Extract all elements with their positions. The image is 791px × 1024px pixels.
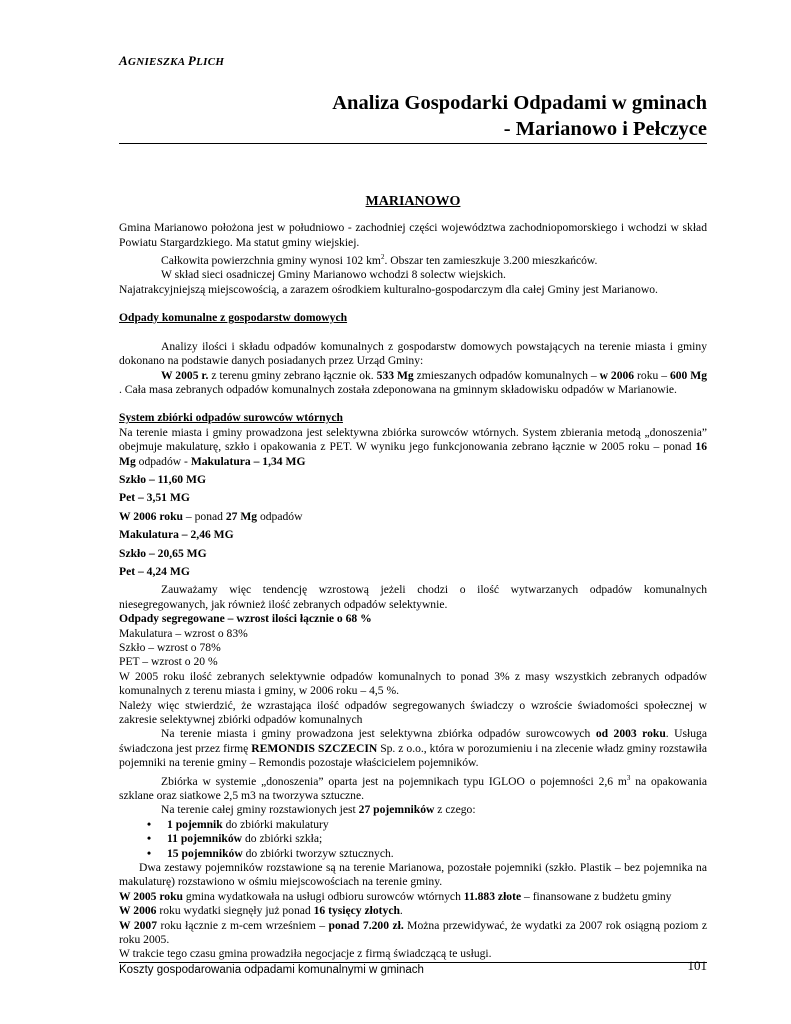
superscript: 2 — [380, 253, 385, 262]
intro-area — [119, 250, 707, 268]
bold-text: 27 Mg — [225, 509, 258, 523]
bold-text: 1 pojemnik — [167, 817, 223, 831]
text: . — [399, 904, 403, 918]
text: z terenu gminy zebrano łącznie ok. — [208, 368, 377, 382]
intro-paragraph: Gmina Marianowo położona jest w południowo - zachodniej części województwa zachodniopomorskiego i wchodzi w skład Powiatu Stargardzkiego. Ma statut gminy wiejskiej. — [119, 221, 707, 249]
text: Na terenie miasta i gminy prowadzona jest selektywna zbiórka odpadów surowcowych — [161, 727, 596, 741]
text: – finansowane z budżetu gminy — [521, 889, 672, 903]
title-line-2: - Marianowo i Pełczyce — [503, 118, 707, 140]
igloo-paragraph — [119, 771, 707, 804]
text: Całkowita powierzchnia gminy wynosi 102 km — [161, 254, 381, 268]
containers-list — [119, 818, 707, 861]
text: roku łącznie z m-cem wrześniem – — [157, 918, 329, 932]
text: do zbiórki tworzyw sztucznych. — [242, 846, 394, 860]
amount-2005-pet: Pet – 3,51 MG — [119, 491, 190, 505]
bold-text: 600 Mg — [669, 368, 707, 382]
intro-settlements: W skład sieci osadniczej Gminy Marianowo wchodzi 8 solectw wiejskich. — [161, 268, 506, 282]
text: do zbiórki szkła; — [242, 832, 323, 846]
negotiation-paragraph: W trakcie tego czasu gmina prowadziła negocjacje z firmą świadczącą te usługi. — [119, 947, 492, 961]
sets-paragraph: Dwa zestawy pojemników rozstawione są na terenie Marianowa, pozostałe pojemniki (szkło. Plastik – bez pojemnika na makulaturę) rozstawiono w ośmiu miejscowościach na terenie gminy. — [119, 860, 707, 889]
text: Można przewidywać, że wydatki za 2007 rok osiągną poziom z roku 2005. — [119, 918, 707, 946]
author-name-part: LICH — [196, 56, 225, 68]
bold-text: od 2003 roku — [595, 727, 666, 741]
text: roku wydatki siegnęły już ponad — [156, 904, 314, 918]
bold-text: W 2007 — [119, 918, 158, 932]
recycling-paragraph — [119, 426, 707, 469]
bold-text: 533 Mg — [376, 368, 414, 382]
text: z czego: — [434, 803, 476, 817]
cost-2006 — [119, 904, 707, 918]
amount-2006-pet: Pet – 4,24 MG — [119, 564, 190, 578]
bold-text: Makulatura – 1,34 MG — [190, 454, 306, 468]
amount-2005-glass: Szkło – 11,60 MG — [119, 472, 206, 486]
text: Zbiórka w systemie „donoszenia” oparta jest na pojemnikach typu IGLOO o pojemności 2,6 m — [161, 774, 627, 788]
list-item — [155, 818, 707, 832]
bold-text: 16 tysięcy złotych — [313, 904, 400, 918]
text: Na terenie całej gminy rozstawionych jest — [161, 803, 359, 817]
list-item — [155, 847, 707, 861]
growth-glass: Szkło – wzrost o 78% — [119, 641, 221, 655]
bold-text: 16 Mg — [119, 440, 707, 468]
service-paragraph — [119, 727, 707, 770]
author-name-part: GNIESZKA — [127, 56, 185, 68]
bold-text: 27 pojemników — [358, 803, 435, 817]
title-line-1: Analiza Gospodarki Odpadami w gminach — [332, 92, 707, 114]
page-title — [332, 90, 707, 142]
section-heading: MARIANOWO — [365, 194, 461, 209]
amount-2006-glass: Szkło – 20,65 MG — [119, 546, 207, 560]
growth-pet: PET – wzrost o 20 % — [119, 655, 218, 669]
bold-text: 11 pojemników — [167, 832, 243, 846]
bold-text: W 2005 roku — [119, 889, 183, 903]
household-amounts — [119, 369, 707, 398]
text: Na terenie miasta i gminy prowadzona jest selektywna zbiórka surowców wtórnych. System zbierania metodą „donoszenia” obejmuje makulaturę, szkło i opakowania z PET. W wyniku jego funkcjonowania zebrano łącznie w 2005 roku – ponad — [119, 425, 707, 454]
footer-text: Koszty gospodarowania odpadami komunalnymi w gminach — [119, 964, 424, 976]
main-content — [119, 195, 707, 962]
text: odpadów — [257, 509, 303, 523]
amount-2006-total — [119, 510, 707, 524]
bold-text: ponad 7.200 zł. — [328, 918, 404, 932]
bold-text: W 2006 roku — [119, 509, 183, 523]
list-item — [155, 832, 707, 846]
bold-text: W 2006 — [119, 904, 157, 918]
cost-2005 — [119, 890, 707, 904]
running-header-author — [119, 53, 224, 69]
household-heading: Odpady komunalne z gospodarstw domowych — [119, 311, 348, 325]
household-paragraph: Analizy ilości i składu odpadów komunalnych z gospodarstw domowych powstających na terenie miasta i gminy dokonano na podstawie danych posiadanych przez Urząd Gminy: — [119, 339, 707, 368]
amount-2006-paper: Makulatura – 2,46 MG — [119, 528, 234, 542]
recycling-heading: System zbiórki odpadów surowców wtórnych — [119, 411, 343, 425]
intro-attraction: Najatrakcyjniejszą miejscowością, a zarazem ośrodkiem kulturalno-gospodarczym dla całej Gminy jest Marianowo. — [119, 282, 658, 296]
superscript: 3 — [626, 773, 631, 782]
text: roku – — [634, 368, 670, 382]
awareness-paragraph: Należy więc stwierdzić, że wzrastająca ilość odpadów segregowanych świadczy o wzroście świadomości społecznej w zakresie selektywnej zbiórki odpadów komunalnych — [119, 698, 707, 727]
text: do zbiórki makulatury — [222, 817, 329, 831]
bold-text: 15 pojemników — [167, 846, 243, 860]
text: na opakowania szklane oraz siatkowe 2,5 m3 na tworzywa sztuczne. — [119, 774, 707, 802]
page-number: 101 — [687, 958, 707, 973]
header-divider — [119, 143, 707, 144]
text: . Obszar ten zamieszkuje 3.200 mieszkańców. — [384, 254, 598, 268]
share-paragraph: W 2005 roku ilość zebranych selektywnie odpadów komunalnych to ponad 3% z masy wszystkich zebranych odpadów komunalnych z terenu miasta i gminy, w 2006 roku – 4,5 %. — [119, 669, 707, 698]
trend-paragraph: Zauważamy więc tendencję wzrostową jeżeli chodzi o ilość wytwarzanych odpadów komunalnych niesegregowanych, jak również ilość zebranych odpadów selektywnie. — [119, 583, 707, 611]
containers-paragraph — [119, 803, 707, 817]
text: zmieszanych odpadów komunalnych – — [413, 368, 600, 382]
author-initial: P — [187, 53, 197, 68]
bold-text: REMONDIS SZCZECIN — [251, 741, 378, 755]
text: gmina wydatkowała na usługi odbioru surowców wtórnych — [183, 889, 464, 903]
text: Sp. z o.o., która w porozumieniu i na zlecenie władz gminy rozstawiła pojemniki na terenie gminy – Remondis pozostaje właścicielem pojemników. — [119, 741, 707, 770]
growth-paper: Makulatura – wzrost o 83% — [119, 626, 248, 640]
segregated-heading: Odpady segregowane – wzrost ilości łącznie o 68 % — [119, 612, 372, 626]
text: odpadów - — [135, 454, 191, 468]
text: . Cała masa zebranych odpadów komunalnych została zdeponowana na gminnym składowisku odpadów w Marianowie. — [119, 382, 677, 396]
author-initial: A — [119, 53, 128, 68]
bold-text: 11.883 złote — [463, 889, 522, 903]
cost-2007 — [119, 919, 707, 948]
footer-divider — [119, 962, 707, 963]
text: . Usługa świadczona jest przez firmę — [119, 727, 708, 755]
bold-text: w 2006 — [599, 368, 635, 382]
text: – ponad — [183, 509, 226, 523]
bold-text: W 2005 r. — [161, 368, 209, 382]
